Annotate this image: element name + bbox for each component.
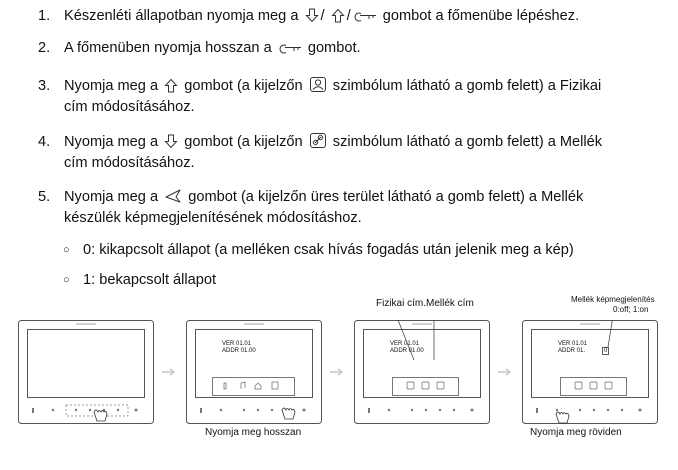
caption-display-values: 0:off; 1:on [613,305,649,314]
step-text: cím módosításához. [64,99,195,115]
step-text: készülék képmegjelenítésének módosításhoz. [64,210,362,226]
caption-short-press: Nyomja meg röviden [530,427,622,438]
arrow-down-icon [305,8,319,23]
screen-ver: VER 01.01 [390,341,420,347]
step-text: gombot a főmenübe lépéshez. [382,8,580,24]
caption-address: Fizikai cím.Mellék cím [376,298,474,309]
monitor-address [354,320,490,424]
screen-addr: ADDR 01.00 [390,348,424,354]
step-number: 2. [38,40,51,56]
step-text: A főmenüben nyomja hosszan a [64,40,272,56]
arrow-down-icon [164,134,178,149]
step-text: cím módosításához. [64,155,195,171]
step-text: Nyomja meg a [64,78,159,94]
step-text: Készenléti állapotban nyomja meg a [64,8,299,24]
monitor-display-setting [522,320,658,424]
option-text: 0: kikapcsolt állapot (a melléken csak hívás fogadás után jelenik meg a kép) [83,242,574,258]
bullet: ○ [63,274,70,286]
bullet: ○ [63,244,70,256]
step-number: 4. [38,134,51,150]
key-icon [353,11,377,23]
screen-addr-prefix: ADDR 01. [558,348,586,354]
arrow-up-icon [331,8,345,23]
step-number: 3. [38,78,51,94]
link-address-icon [309,132,327,149]
option-text: 1: bekapcsolt állapot [83,272,217,288]
step-text: gombot (a kijelzőn [184,78,303,94]
person-address-icon [309,76,327,93]
flow-arrow [498,368,512,376]
arrow-up-icon [164,78,178,93]
step-text: Nyomja meg a [64,189,159,205]
step-text: szimbólum látható a gomb felett) a Mellék [332,134,603,150]
monitor-standby [18,320,154,424]
screen-addr: ADDR 01.00 [222,348,256,354]
step-number: 1. [38,8,51,24]
screen-ver: VER 01.01 [558,341,588,347]
step-text: Nyomja meg a [64,134,159,150]
step-text: gombot (a kijelzőn üres terület látható a gomb felett) a Mellék [188,189,584,205]
flow-arrow [330,368,344,376]
device-diagram [0,294,678,470]
caption-display: Mellék képmegjelenítés [571,295,655,304]
talk-icon [164,188,182,204]
step-number: 5. [38,189,51,205]
caption-long-press: Nyomja meg hosszan [205,427,302,438]
separator: / [346,8,351,24]
key-icon [278,43,302,55]
flow-arrow [162,368,176,376]
separator: / [320,8,325,24]
step-text: gombot (a kijelzőn [184,134,303,150]
screen-addr-last: 0 [604,348,608,354]
monitor-menu [186,320,322,424]
screen-ver: VER 01.01 [222,341,252,347]
step-text: gombot. [307,40,361,56]
step-text: szimbólum látható a gomb felett) a Fizikai [332,78,602,94]
